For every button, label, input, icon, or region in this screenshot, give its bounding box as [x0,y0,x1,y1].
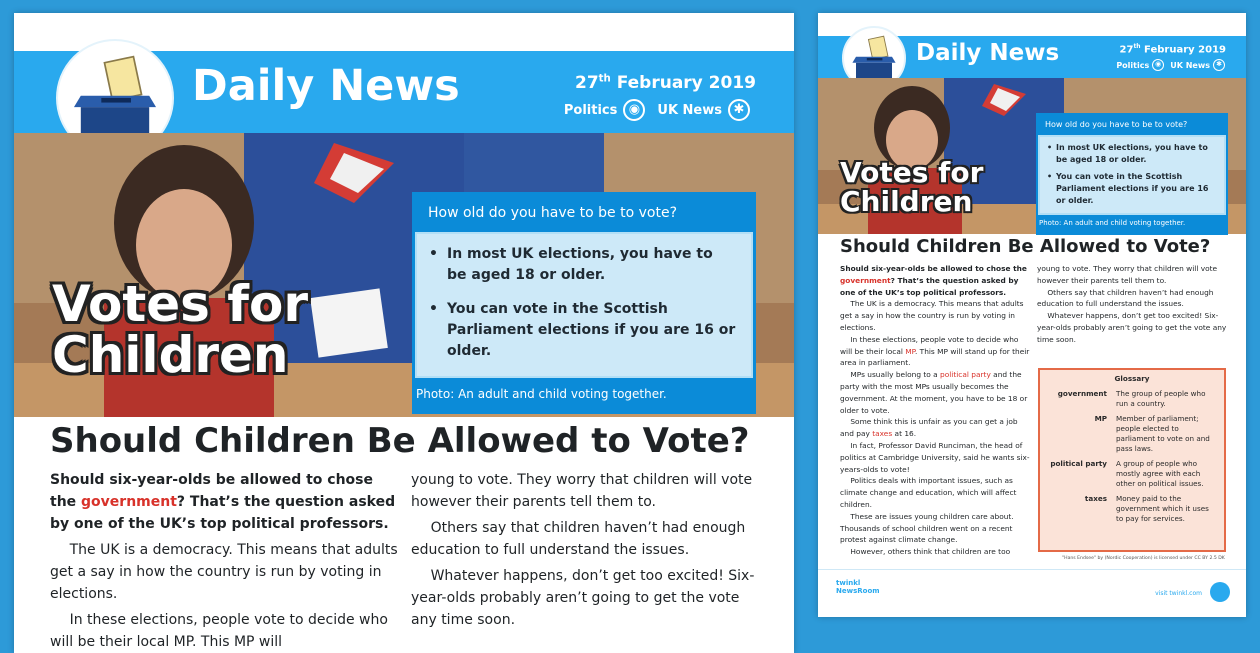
category-tags [564,99,756,121]
paragraph: However, others think that children are too [850,547,1011,557]
paragraph: The UK is a democracy. This means that adults get a say in how the country is run by voting in elections. [50,542,398,602]
glossary-term: MP [1094,414,1107,424]
glossary-title: Glossary [1114,374,1150,383]
glossary-term: taxes [1084,494,1107,504]
paragraph: Whatever happens, don’t get too excited! Six-year-olds probably aren’t going to get the vote any time soon. [411,568,755,628]
newspaper-page-large [14,13,794,653]
paragraph: These are issues young children care about. Thousands of school children went on a recent protest against climate change. [840,511,1014,545]
paragraph: In these elections, people vote to decide who will be their local MP. This MP will stand up for their area in parliament. [840,334,1030,368]
paragraph: Others say that children haven’t had enough education to full understand the issues. [1037,287,1214,309]
glossary-definition: Member of parliament; people elected to parliament to vote on and pass laws. [1116,414,1210,453]
tag-politics: Politics [563,102,618,118]
paragraph: Some think this is unfair as you can get a job and pay taxes at 16. [840,417,1018,439]
uk-flag-icon: ✱ [1213,59,1225,71]
photo-caption: Photo: An adult and child voting together. [416,387,667,401]
article-column-2 [1037,263,1227,346]
fact-box [412,192,756,414]
paragraph: The UK is a democracy. This means that adults get a say in how the country is run by voting in elections. [840,299,1024,332]
paragraph: Politics deals with important issues, such as climate change and education, which will affect children. [840,476,1017,509]
fact-box [1036,113,1228,235]
glossary-definition: The group of people who run a country. [1116,389,1206,408]
politics-icon: ◉ [623,99,645,121]
fact-box-title: How old do you have to be to vote? [1045,120,1188,129]
paragraph: young to vote. They worry that children will vote however their parents tell them to. [411,472,753,510]
paragraph: In fact, Professor David Runciman, the head of politics at Cambridge University, said he wants six-years-olds to vote! [840,440,1030,474]
masthead-title: Daily News [192,61,460,111]
fact-item: • In most UK elections, you have to be aged 18 or older. [1047,142,1216,166]
article-title: Should Children Be Allowed to Vote? [840,236,1211,257]
news-photo [818,78,1246,234]
tag-politics: Politics [1116,60,1150,70]
paragraph: young to vote. They worry that children will vote however their parents tell them to. [1037,264,1218,285]
lead-paragraph: Should six-year-olds be allowed to chose the government? That’s the question asked by one of the UK’s top political professors. [50,472,396,532]
footer-url-link[interactable]: visit twinkl.com [1155,590,1202,597]
fact-item: • You can vote in the Scottish Parliament elections if you are 16 or older. [1047,171,1216,207]
twinkl-newsroom-logo[interactable]: twinkl NewsRoom [836,579,880,595]
article-column-1 [840,263,1030,558]
glossary-definition: A group of people who mostly agree with each other on political issues. [1116,459,1204,488]
uk-flag-icon: ✱ [728,99,750,121]
fact-item: • In most UK elections, you have to be aged 18 or older. [429,244,737,287]
paragraph: In these elections, people vote to decide who will be their local MP. This MP will [50,612,388,650]
tag-uk-news: UK News [657,102,722,118]
issue-date: 27th February 2019 [575,73,756,93]
glossary-entry [1046,494,1218,523]
politics-icon: ◉ [1152,59,1164,71]
newspaper-page-small [818,13,1246,617]
glossary-term: political party [1050,459,1107,469]
news-photo [14,133,794,417]
glossary-entry [1046,389,1218,408]
photo-caption: Photo: An adult and child voting together. [1039,219,1186,227]
fact-item: • You can vote in the Scottish Parliament elections if you are 16 or older. [429,299,737,363]
paragraph: Others say that children haven’t had enough education to full understand the issues. [411,520,746,558]
tag-uk-news: UK News [1170,60,1210,70]
glossary-box [1038,368,1226,552]
paragraph: Whatever happens, don’t get too excited! Six-year-olds probably aren’t going to get the vote any time soon. [1037,311,1227,344]
fact-box-title: How old do you have to be to vote? [428,205,678,221]
category-tags [1116,59,1228,71]
masthead-title: Daily News [916,40,1060,66]
feature-headline: Votes for Children [840,156,984,218]
twinkl-badge-icon [1210,582,1230,602]
article-title: Should Children Be Allowed to Vote? [50,421,750,461]
glossary-entry [1046,459,1218,488]
article-column-2 [411,469,761,631]
issue-date: 27th February 2019 [1119,43,1226,56]
fact-list [1038,135,1226,215]
glossary-definition: Money paid to the government which it uses to pay for services. [1116,494,1209,523]
paragraph: MPs usually belong to a political party and the party with the most MPs usually becomes the government. At the moment, you have to be 18 or older to vote. [840,370,1028,415]
glossary-term: government [1057,389,1107,398]
feature-headline: Votes for Children [52,275,309,384]
page-footer [818,569,1246,617]
lead-paragraph: Should six-year-olds be allowed to chose the government? That’s the question asked by one of the UK’s top political professors. [840,264,1027,297]
fact-list [415,232,753,378]
photo-credit: "Hans Endsee" by (Nordic Cooperation) is licensed under CC BY 2.5 DK [1062,556,1225,561]
glossary-entry [1046,414,1218,453]
article-column-1 [50,469,402,653]
